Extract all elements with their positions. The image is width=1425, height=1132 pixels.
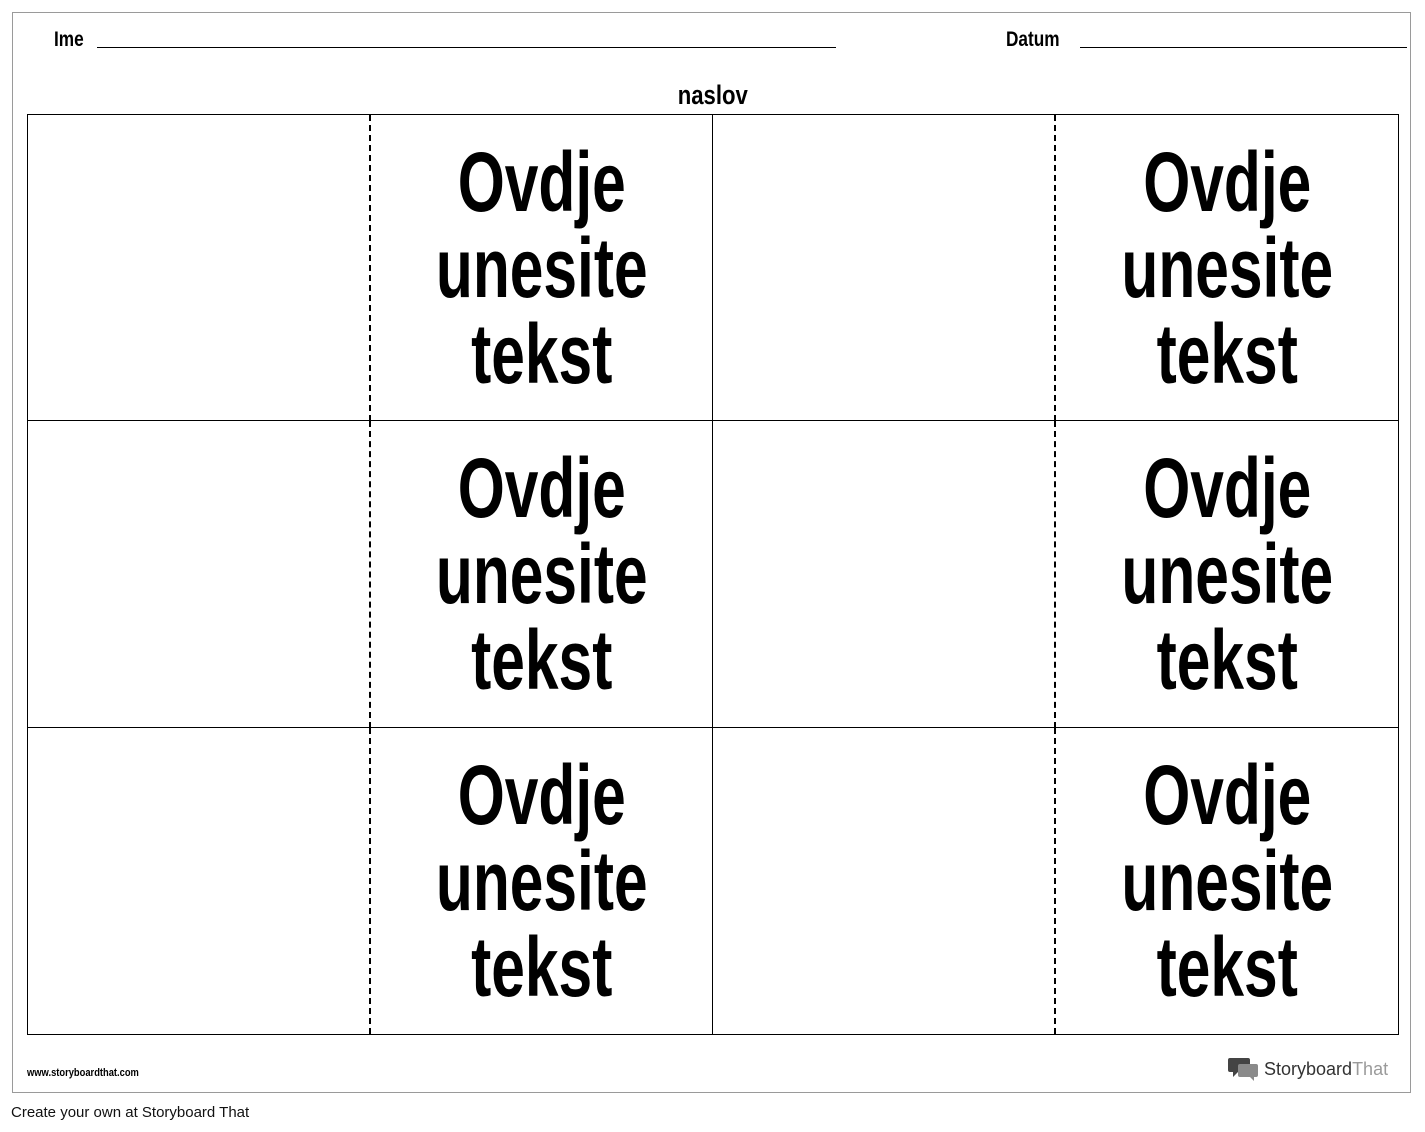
worksheet-title-text: naslov xyxy=(677,80,748,110)
name-label: Ime xyxy=(54,28,84,51)
grid-cell-image[interactable] xyxy=(28,728,371,1034)
grid-cell-text[interactable] xyxy=(1056,728,1399,1034)
grid-cell-text[interactable] xyxy=(1056,421,1399,727)
name-line[interactable] xyxy=(97,47,836,48)
date-label: Datum xyxy=(1006,28,1060,51)
cell-text: Ovdje unesite tekst xyxy=(1120,440,1333,707)
grid-cell-image[interactable] xyxy=(713,421,1056,727)
create-your-own-link[interactable]: Create your own at Storyboard That xyxy=(11,1104,250,1121)
grid-cell-text[interactable] xyxy=(371,421,714,727)
grid-cell-text[interactable] xyxy=(371,728,714,1034)
cell-text: Ovdje unesite tekst xyxy=(435,134,648,401)
storyboard-grid xyxy=(27,114,1399,1035)
footer-url: www.storyboardthat.com xyxy=(27,1067,139,1079)
date-line[interactable] xyxy=(1080,47,1407,48)
cell-text: Ovdje unesite tekst xyxy=(1120,747,1333,1014)
speech-bubbles-icon xyxy=(1228,1056,1260,1082)
brand-name: StoryboardThat xyxy=(1264,1059,1389,1079)
grid-cell-image[interactable] xyxy=(713,728,1056,1034)
cell-text: Ovdje unesite tekst xyxy=(435,747,648,1014)
storyboardthat-logo xyxy=(1228,1056,1388,1082)
grid-cell-image[interactable] xyxy=(713,115,1056,421)
grid-cell-image[interactable] xyxy=(28,115,371,421)
cell-text: Ovdje unesite tekst xyxy=(435,440,648,707)
grid-cell-image[interactable] xyxy=(28,421,371,727)
grid-cell-text[interactable] xyxy=(371,115,714,421)
cell-text: Ovdje unesite tekst xyxy=(1120,134,1333,401)
worksheet-title[interactable] xyxy=(0,80,1425,110)
grid-cell-text[interactable] xyxy=(1056,115,1399,421)
